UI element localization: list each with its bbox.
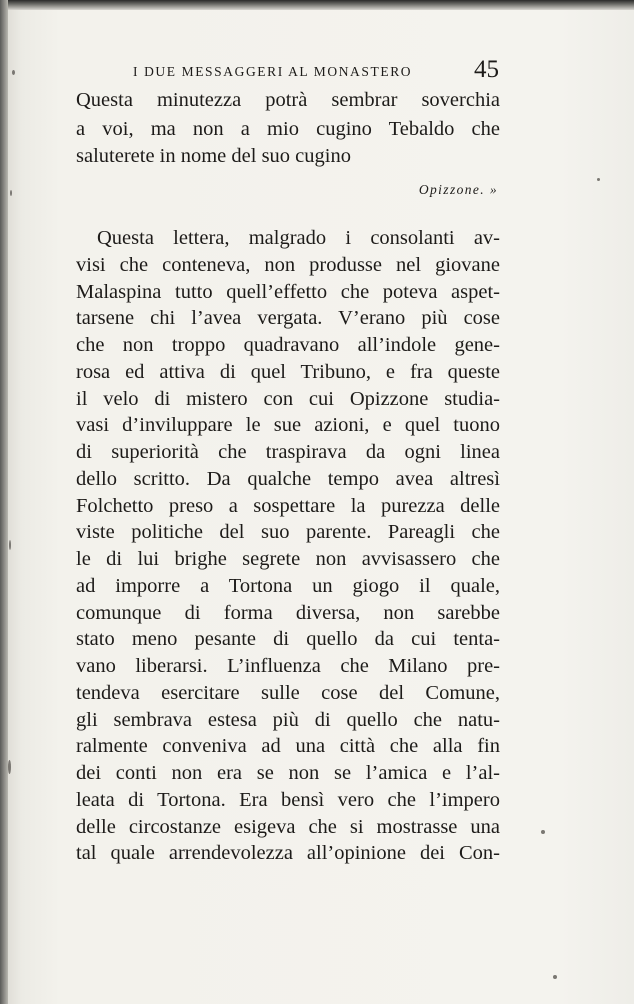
running-head: I DUE MESSAGGERI AL MONASTERO: [133, 64, 413, 79]
text-line: Questa minutezza potrà sembrar soverchia: [76, 89, 500, 111]
text-line: tal quale arrendevolezza all’opinione dei Con-: [76, 842, 500, 864]
text-line: leata di Tortona. Era bensì vero che l’impero: [76, 789, 500, 811]
text-line: di superiorità che traspirava da ogni linea: [76, 441, 500, 463]
speck: [597, 178, 600, 181]
text-line: ralmente conveniva ad una città che alla fin: [76, 735, 500, 757]
text-line: dei conti non era se non se l’amica e l’al-: [76, 762, 500, 784]
text-line: gli sembrava estesa più di quello che natu-: [76, 709, 500, 731]
text-line: vasi d’inviluppare le sue azioni, e quel tuono: [76, 414, 500, 436]
text-line: rosa ed attiva di quel Tribuno, e fra queste: [76, 361, 500, 383]
speck: [12, 70, 15, 75]
text-line: Questa lettera, malgrado i consolanti av-: [97, 227, 500, 249]
text-line: ad imporre a Tortona un giogo il quale,: [76, 575, 500, 597]
page-top-edge: [0, 0, 634, 10]
text-line: delle circostanze esigeva che si mostrasse una: [76, 816, 500, 838]
text-line: visi che conteneva, non produsse nel giovane: [76, 254, 500, 276]
text-line: comunque di forma diversa, non sarebbe: [76, 602, 500, 624]
text-line: stato meno pesante di quello da cui tenta-: [76, 628, 500, 650]
speck: [9, 540, 11, 550]
text-line: Malaspina tutto quell’effetto che poteva aspet-: [76, 281, 500, 303]
text-line: le di lui brighe segrete non avvisassero che: [76, 548, 500, 570]
speck: [10, 190, 12, 196]
text-line: viste politiche del suo parente. Pareagli che: [76, 521, 500, 543]
text-line: che non troppo quadravano all’indole gene-: [76, 334, 500, 356]
text-line: vano liberarsi. L’influenza che Milano pre-: [76, 655, 500, 677]
letter-signature: Opizzone. »: [418, 182, 498, 197]
speck: [541, 830, 545, 834]
page-header: [0, 58, 634, 88]
text-line: tendeva esercitare sulle cose del Comune,: [76, 682, 500, 704]
page-number: 45: [474, 56, 499, 83]
speck: [553, 975, 557, 979]
text-line: tarsene chi l’avea vergata. V’erano più cose: [76, 307, 500, 329]
page-binding-edge: [0, 0, 8, 1004]
text-line: il velo di mistero con cui Opizzone studia-: [76, 388, 500, 410]
text-line: dello scritto. Da qualche tempo avea altresì: [76, 468, 500, 490]
text-line: saluterete in nome del suo cugino: [76, 145, 351, 167]
speck: [8, 760, 11, 774]
text-line: a voi, ma non a mio cugino Tebaldo che: [76, 118, 500, 140]
text-line: Folchetto preso a sospettare la purezza delle: [76, 495, 500, 517]
